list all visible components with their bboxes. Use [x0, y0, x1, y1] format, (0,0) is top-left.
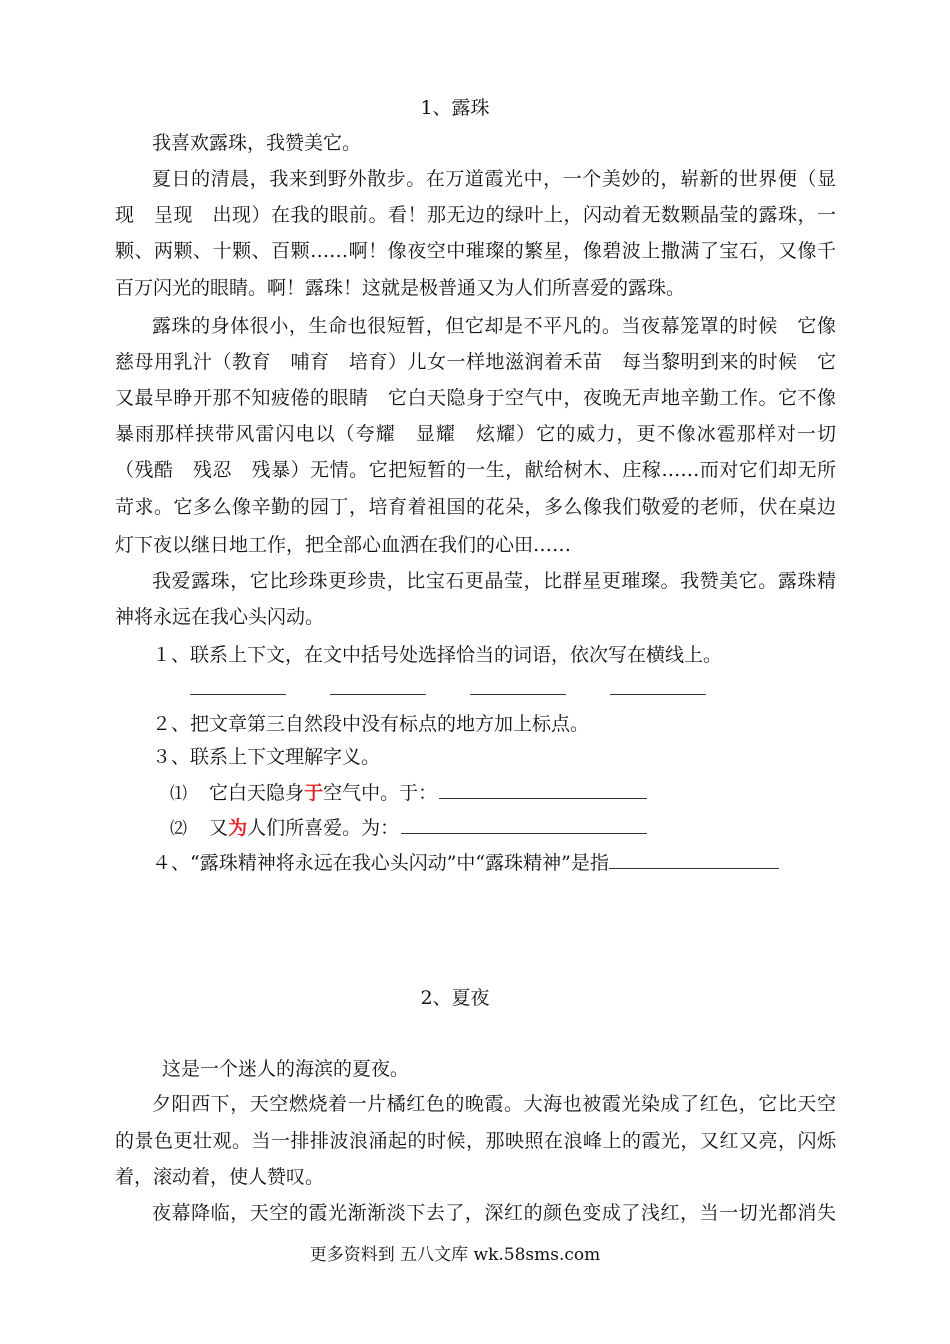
sec2-paragraph-1: 这是一个迷人的海滨的夏夜。: [162, 1058, 410, 1080]
highlighted-char: 为: [228, 817, 248, 839]
sec1-p3-line: （残酷 残忍 残暴）无情。它把短暂的一生，献给树木、庄稼……而对它们却无所: [115, 459, 836, 481]
sec1-p2-line: 百万闪光的眼睛。啊！露珠！这就是极普通又为人们所喜爱的露珠。: [115, 277, 686, 299]
question-2: ２、把文章第三自然段中没有标点的地方加上标点。: [152, 713, 590, 735]
answer-blank[interactable]: [401, 815, 647, 834]
item-text: 又: [209, 817, 229, 839]
section-1-title: 1、露珠: [420, 97, 490, 119]
sec1-p2-line: 夏日的清晨，我来到野外散步。在万道霞光中，一个美妙的，崭新的世界便（显: [152, 168, 836, 190]
sec2-p3-line: 夜幕降临，天空的霞光渐渐淡下去了，深红的颜色变成了浅红，当一切光都消失: [152, 1202, 836, 1224]
answer-blank[interactable]: [330, 676, 426, 695]
item-number: ⑵: [170, 819, 187, 839]
question-4: [152, 850, 779, 875]
section-2-title: 2、夏夜: [420, 987, 490, 1009]
answer-blank[interactable]: [610, 676, 706, 695]
sec1-p3-line: 露珠的身体很小，生命也很短暂，但它却是不平凡的。当夜幕笼罩的时候 它像: [152, 315, 836, 337]
sec1-p3-line: 慈母用乳汁（教育 哺育 培育）儿女一样地滋润着禾苗 每当黎明到来的时候 它: [115, 351, 836, 373]
item-text: 它白天隐身: [209, 782, 305, 804]
question-3-item-1: [170, 780, 647, 806]
answer-blank[interactable]: [190, 676, 286, 695]
item-number: ⑴: [170, 784, 187, 804]
answer-blanks-row: [190, 676, 706, 701]
sec2-p2-line: 夕阳西下，天空燃烧着一片橘红色的晚霞。大海也被霞光染成了红色，它比天空: [152, 1093, 836, 1115]
answer-blank[interactable]: [439, 780, 647, 799]
item-text: 人们所喜爱。为：: [247, 817, 400, 839]
item-text: 空气中。于：: [323, 782, 438, 804]
question-3: ３、联系上下文理解字义。: [152, 746, 381, 768]
sec1-p4-line: 神将永远在我心头闪动。: [115, 606, 325, 628]
sec1-p3-line: 又最早睁开那不知疲倦的眼睛 它白天隐身于空气中，夜晚无声地辛勤工作。它不像: [115, 387, 836, 409]
sec2-p2-line: 着，滚动着，使人赞叹。: [115, 1166, 325, 1188]
sec1-p2-line: 颗、两颗、十颗、百颗……啊！像夜空中璀璨的繁星，像碧波上撒满了宝石，又像千: [115, 240, 836, 262]
sec1-p3-line: 暴雨那样挟带风雷闪电以（夸耀 显耀 炫耀）它的威力，更不像冰雹那样对一切: [115, 423, 836, 445]
question-4-text: ４、“露珠精神将永远在我心头闪动”中“露珠精神”是指: [152, 852, 609, 874]
answer-blank[interactable]: [609, 850, 779, 869]
answer-blank[interactable]: [470, 676, 566, 695]
sec1-paragraph-1: 我喜欢露珠，我赞美它。: [152, 132, 362, 154]
sec1-p3-line: 灯下夜以继日地工作，把全部心血洒在我们的心田……: [115, 534, 572, 556]
highlighted-char: 于: [304, 782, 324, 804]
footer-text: 更多资料到 五八文库 wk.58sms.com: [309, 1245, 601, 1265]
sec1-p4-line: 我爱露珠，它比珍珠更珍贵，比宝石更晶莹，比群星更璀璨。我赞美它。露珠精: [152, 570, 836, 592]
sec2-p2-line: 的景色更壮观。当一排排波浪涌起的时候，那映照在浪峰上的霞光，又红又亮，闪烁: [115, 1130, 836, 1152]
sec1-p3-line: 苛求。它多么像辛勤的园丁，培育着祖国的花朵，多么像我们敬爱的老师，伏在桌边: [115, 496, 836, 518]
question-1: １、联系上下文，在文中括号处选择恰当的词语，依次写在横线上。: [152, 644, 723, 666]
sec1-p2-line: 现 呈现 出现）在我的眼前。看！那无边的绿叶上，闪动着无数颗晶莹的露珠，一: [115, 204, 836, 226]
question-3-item-2: [170, 815, 647, 841]
